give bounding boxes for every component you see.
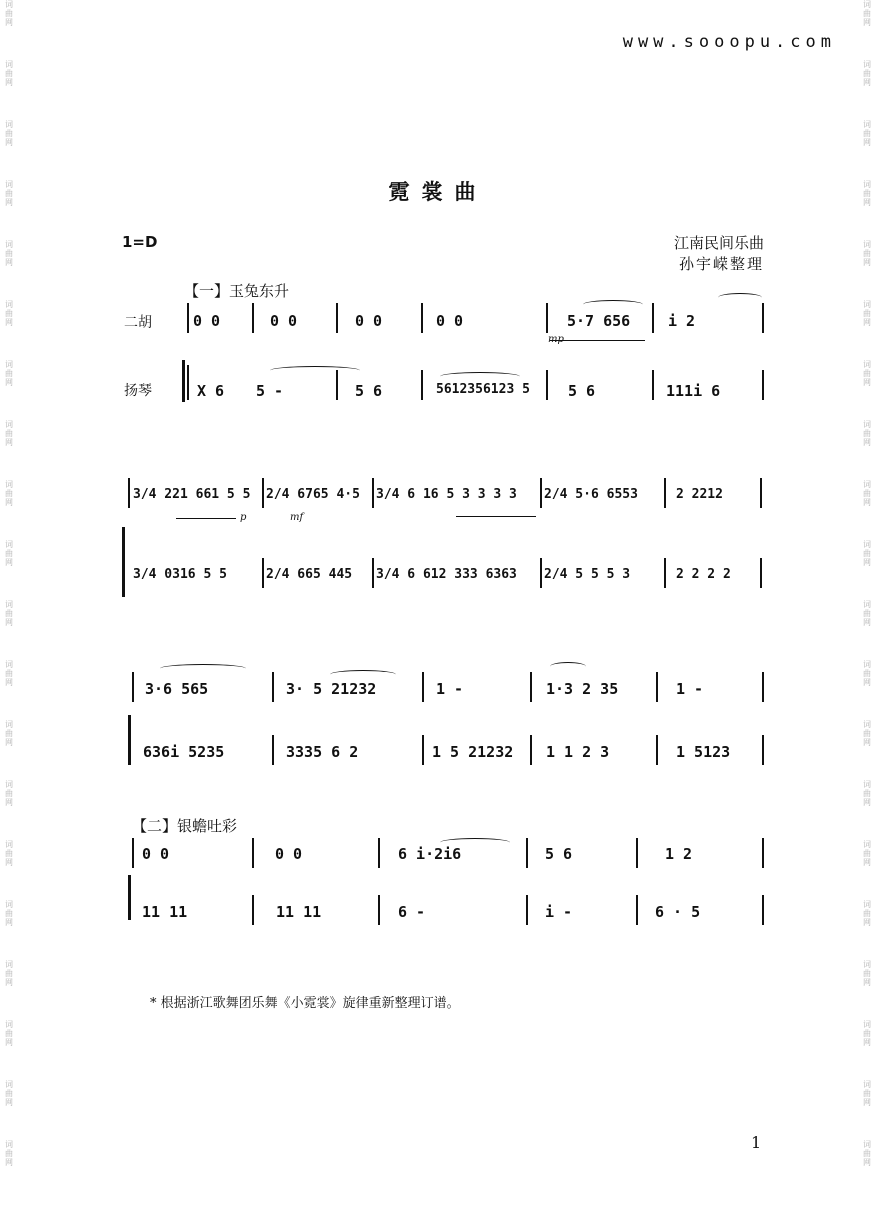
- measure: i 2: [668, 312, 696, 330]
- barline: [762, 672, 764, 702]
- side-watermark-text: 词 曲 网: [863, 300, 871, 327]
- barline: [664, 558, 666, 588]
- measure: 1 5 21232: [432, 743, 514, 761]
- crescendo-hairpin: [456, 516, 536, 517]
- barline: [132, 838, 134, 868]
- measure: 111i 6: [666, 382, 721, 400]
- barline: [762, 370, 764, 400]
- origin-credit: 江南民间乐曲: [673, 234, 764, 252]
- page-number: 1: [751, 1133, 762, 1152]
- measure: 11 11: [276, 903, 322, 921]
- measure: 5 6: [355, 382, 383, 400]
- barline: [636, 895, 638, 925]
- side-watermark-text: 词 曲 网: [5, 840, 13, 867]
- barline: [656, 735, 658, 765]
- slur: [440, 372, 520, 381]
- measure: 3· 5 21232: [286, 680, 377, 698]
- measure: 1 1 2 3: [546, 743, 610, 761]
- key-signature: 1=D: [122, 233, 158, 251]
- side-watermark-text: 词 曲 网: [863, 780, 871, 807]
- barline: [336, 303, 338, 333]
- side-watermark-text: 词 曲 网: [5, 780, 13, 807]
- measure: 5 -: [256, 382, 284, 400]
- measure: 2/4 6765 4·5: [266, 487, 360, 502]
- dynamic-mark: p: [240, 512, 247, 523]
- measure: 6 · 5: [655, 903, 701, 921]
- barline: [762, 735, 764, 765]
- barline: [760, 558, 762, 588]
- side-watermark-text: 词 曲 网: [5, 720, 13, 747]
- measure: 1 5123: [676, 743, 731, 761]
- barline: [760, 478, 762, 508]
- measure: 3335 6 2: [286, 743, 359, 761]
- dynamic-mark: mp: [548, 334, 564, 345]
- measure: 3/4 0316 5 5: [133, 567, 227, 582]
- measure: 5 6: [568, 382, 596, 400]
- barline: [636, 838, 638, 868]
- measure: 3·6 565: [145, 680, 209, 698]
- barline: [546, 303, 548, 333]
- side-watermark-text: 词 曲 网: [5, 600, 13, 627]
- side-watermark-text: 词 曲 网: [863, 840, 871, 867]
- barline: [762, 303, 764, 333]
- measure: 6 i·2i6: [398, 845, 462, 863]
- slur: [330, 670, 396, 679]
- site-url: www.sooopu.com: [622, 32, 836, 52]
- barline: [526, 895, 528, 925]
- barline: [262, 478, 264, 508]
- barline: [652, 303, 654, 333]
- barline: [422, 672, 424, 702]
- measure: 2 2212: [676, 487, 723, 502]
- side-watermark-text: 词 曲 网: [5, 480, 13, 507]
- side-watermark-text: 词 曲 网: [863, 720, 871, 747]
- dynamic-mark: mf: [290, 512, 304, 523]
- barline: [421, 303, 423, 333]
- side-watermark-text: 词 曲 网: [863, 1080, 871, 1107]
- barline: [530, 735, 532, 765]
- side-watermark-text: 词 曲 网: [863, 420, 871, 447]
- measure: 3/4 221 661 5 5: [133, 487, 251, 502]
- arranger-credit: 孙宇嵘整理: [678, 255, 764, 273]
- barline: [132, 672, 134, 702]
- side-watermark-text: 词 曲 网: [5, 540, 13, 567]
- measure: X 6: [197, 382, 225, 400]
- slur: [718, 293, 762, 302]
- barline: [652, 370, 654, 400]
- side-watermark-text: 词 曲 网: [863, 600, 871, 627]
- measure: 6 -: [398, 903, 426, 921]
- barline: [372, 558, 374, 588]
- slur: [270, 366, 360, 375]
- measure: 11 11: [142, 903, 188, 921]
- crescendo-hairpin: [550, 340, 645, 341]
- barline: [422, 735, 424, 765]
- measure: 1·3 2 35: [546, 680, 619, 698]
- decrescendo-hairpin: [176, 518, 236, 519]
- side-watermark-text: 词 曲 网: [5, 420, 13, 447]
- measure: 2/4 5 5 5 3: [544, 567, 631, 582]
- measure: 5 6: [545, 845, 573, 863]
- barline: [762, 895, 764, 925]
- system-brace: [122, 527, 125, 597]
- side-watermark-text: 词 曲 网: [5, 60, 13, 87]
- measure: 5612356123 5: [436, 382, 530, 397]
- measure: 0 0: [270, 312, 298, 330]
- barline: [540, 558, 542, 588]
- barline: [762, 838, 764, 868]
- side-watermark-text: 词 曲 网: [863, 480, 871, 507]
- measure: 3/4 6 612 333 6363: [376, 567, 517, 582]
- side-watermark-text: 词 曲 网: [863, 180, 871, 207]
- system-brace: [128, 875, 131, 920]
- barline: [128, 478, 130, 508]
- barline: [546, 370, 548, 400]
- measure: 0 0: [436, 312, 464, 330]
- system-brace: [128, 715, 131, 765]
- slur: [440, 838, 510, 847]
- barline: [272, 672, 274, 702]
- side-watermark-text: 词 曲 网: [5, 300, 13, 327]
- barline: [526, 838, 528, 868]
- side-watermark-text: 词 曲 网: [5, 960, 13, 987]
- system-brace: [182, 360, 185, 402]
- measure: 0 0: [193, 312, 221, 330]
- side-watermark-text: 词 曲 网: [863, 960, 871, 987]
- measure: 0 0: [142, 845, 170, 863]
- barline: [378, 895, 380, 925]
- side-watermark-text: 词 曲 网: [863, 0, 871, 27]
- measure: 0 0: [275, 845, 303, 863]
- side-watermark-text: 词 曲 网: [5, 120, 13, 147]
- measure: 636i 5235: [143, 743, 225, 761]
- barline: [421, 370, 423, 400]
- barline: [530, 672, 532, 702]
- side-watermark-text: 词 曲 网: [5, 360, 13, 387]
- barline: [262, 558, 264, 588]
- barline: [272, 735, 274, 765]
- side-watermark-text: 词 曲 网: [5, 1140, 13, 1167]
- side-watermark-text: 词 曲 网: [863, 240, 871, 267]
- measure: 2/4 665 445: [266, 567, 353, 582]
- barline: [187, 303, 189, 333]
- section-heading-2: 【二】银蟾吐彩: [132, 817, 238, 835]
- measure: 5·7 656: [567, 312, 631, 330]
- side-watermark-text: 词 曲 网: [863, 540, 871, 567]
- barline: [252, 838, 254, 868]
- barline: [378, 838, 380, 868]
- side-watermark-text: 词 曲 网: [5, 0, 13, 27]
- instrument-label-yangqin: 扬琴: [124, 383, 152, 399]
- barline: [187, 365, 189, 400]
- side-watermark-text: 词 曲 网: [863, 1140, 871, 1167]
- measure: 2/4 5·6 6553: [544, 487, 638, 502]
- measure: 1 -: [436, 680, 464, 698]
- barline: [372, 478, 374, 508]
- measure: 0 0: [355, 312, 383, 330]
- measure: 3/4 6 16 5 3 3 3 3: [376, 487, 517, 502]
- measure: 1 2: [665, 845, 693, 863]
- side-watermark-text: 词 曲 网: [863, 60, 871, 87]
- side-watermark-text: 词 曲 网: [5, 660, 13, 687]
- side-watermark-text: 词 曲 网: [863, 120, 871, 147]
- barline: [252, 303, 254, 333]
- side-watermark-text: 词 曲 网: [5, 180, 13, 207]
- footnote: * 根据浙江歌舞团乐舞《小霓裳》旋律重新整理订谱。: [150, 996, 460, 1011]
- barline: [540, 478, 542, 508]
- section-heading-1: 【一】玉兔东升: [184, 282, 290, 300]
- instrument-label-erhu: 二胡: [124, 315, 152, 331]
- side-watermark-text: 词 曲 网: [5, 900, 13, 927]
- side-watermark-text: 词 曲 网: [5, 240, 13, 267]
- barline: [252, 895, 254, 925]
- barline: [656, 672, 658, 702]
- side-watermark-text: 词 曲 网: [863, 900, 871, 927]
- page-title: 霓裳曲: [388, 179, 488, 204]
- side-watermark-text: 词 曲 网: [863, 660, 871, 687]
- barline: [664, 478, 666, 508]
- slur: [160, 664, 246, 673]
- measure: 1 -: [676, 680, 704, 698]
- side-watermark-text: 词 曲 网: [863, 1020, 871, 1047]
- measure: i -: [545, 903, 573, 921]
- measure: 2 2 2 2: [676, 567, 731, 582]
- side-watermark-text: 词 曲 网: [5, 1020, 13, 1047]
- slur: [550, 662, 586, 671]
- side-watermark-text: 词 曲 网: [863, 360, 871, 387]
- side-watermark-text: 词 曲 网: [5, 1080, 13, 1107]
- slur: [583, 300, 643, 309]
